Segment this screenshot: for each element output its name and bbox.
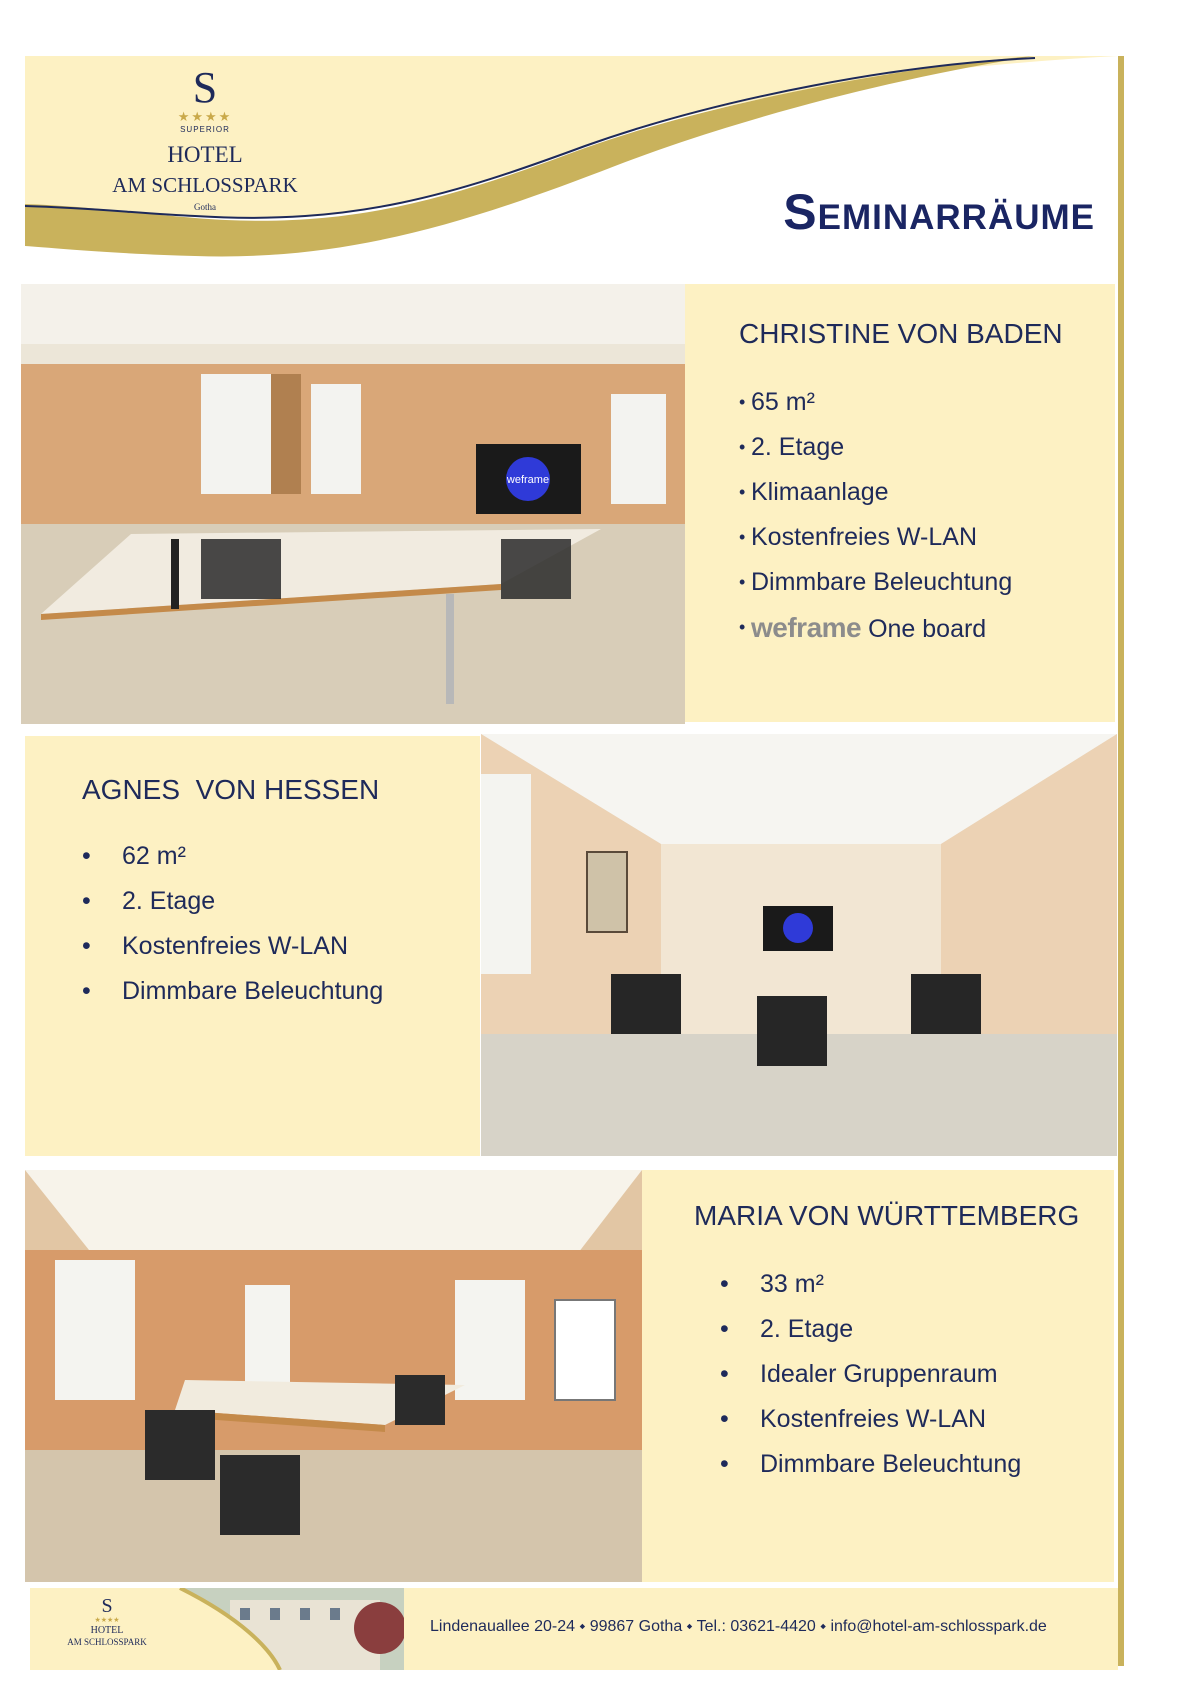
logo-hotel: HOTEL: [167, 142, 243, 167]
footer-logo-stars: ★★★★: [94, 1616, 120, 1624]
page-border: [1118, 56, 1124, 1666]
weframe-logo: weframe: [751, 612, 862, 643]
room-photo-agnes: [481, 734, 1117, 1156]
room-info-maria: [642, 1170, 1114, 1582]
feature-item: • Kostenfreies W-LAN: [82, 924, 383, 969]
footer-separator: ⬩: [579, 1618, 586, 1635]
feature-list: [82, 834, 383, 1014]
feature-item: • Klimaanlage: [739, 470, 1012, 515]
footer-separator: ⬩: [686, 1618, 693, 1635]
room-photo-maria: [25, 1170, 642, 1582]
feature-item-board: [739, 605, 1012, 652]
footer-city: 99867 Gotha: [589, 1618, 683, 1635]
feature-item: • 2. Etage: [82, 879, 383, 924]
logo-superior: SUPERIOR: [180, 125, 230, 134]
footer-contact: [430, 1618, 1047, 1636]
room-name: MARIA VON WÜRTTEMBERG: [694, 1200, 1080, 1231]
logo-monogram: S: [192, 63, 218, 112]
feature-item: • 65 m²: [739, 380, 1012, 425]
logo-stars: ★★★★: [177, 109, 233, 124]
logo-name: AM SCHLOSSPARK: [112, 173, 298, 197]
footer-separator: ⬩: [820, 1618, 827, 1635]
feature-item: • 33 m²: [720, 1262, 1021, 1307]
feature-item: • Dimmbare Beleuchtung: [739, 560, 1012, 605]
feature-item: • Kostenfreies W-LAN: [739, 515, 1012, 560]
screen-logo-text: weframe: [506, 474, 550, 486]
room-info-christine: [685, 284, 1115, 722]
feature-item: • Kostenfreies W-LAN: [720, 1397, 1021, 1442]
feature-item: • 2. Etage: [739, 425, 1012, 470]
footer-email[interactable]: info@hotel-am-schlosspark.de: [830, 1618, 1047, 1635]
footer-logo-hotel: HOTEL: [90, 1625, 124, 1636]
footer-phone: Tel.: 03621-4420: [696, 1618, 816, 1635]
room-info-agnes: [25, 736, 480, 1156]
footer-logo-name: AM SCHLOSSPARK: [67, 1637, 147, 1647]
feature-list: [739, 380, 1012, 652]
room-name: CHRISTINE VON BADEN: [739, 318, 1063, 349]
logo-city: Gotha: [194, 202, 216, 212]
feature-item: • Dimmbare Beleuchtung: [720, 1442, 1021, 1487]
feature-item: • 62 m²: [82, 834, 383, 879]
footer-logo-monogram: S: [101, 1595, 113, 1617]
feature-item: • 2. Etage: [720, 1307, 1021, 1352]
feature-item: • Idealer Gruppenraum: [720, 1352, 1021, 1397]
feature-list: [720, 1262, 1021, 1487]
board-suffix: One board: [861, 615, 987, 643]
room-name: AGNES VON HESSEN: [82, 774, 380, 805]
footer-logo: [62, 1596, 152, 1648]
footer-address: Lindenauallee 20-24: [430, 1618, 576, 1635]
page-title: Seminarräume: [783, 184, 1095, 240]
feature-item: • Dimmbare Beleuchtung: [82, 969, 383, 1014]
room-photo-christine: [21, 284, 685, 724]
hotel-logo: [25, 63, 385, 212]
